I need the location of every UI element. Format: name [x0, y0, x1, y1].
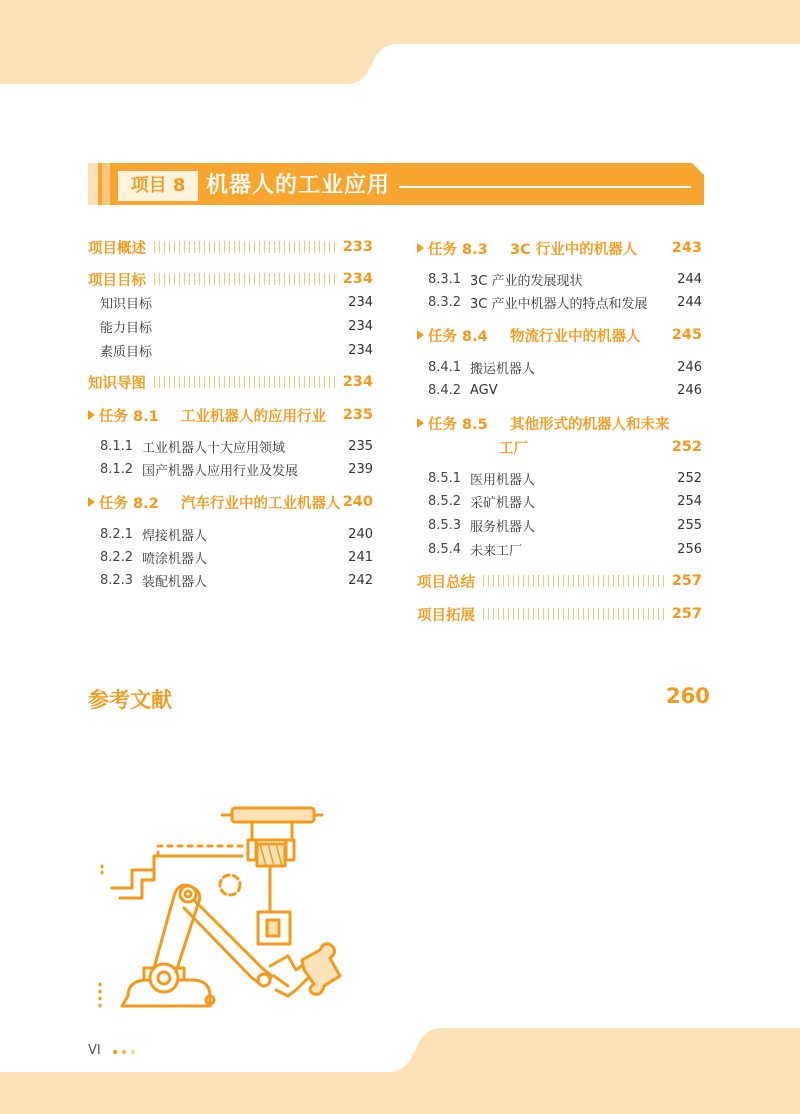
section-number: 8.2.3: [100, 572, 134, 588]
toc-page: 256: [677, 541, 702, 557]
task-label: 物流行业中的机器人: [510, 328, 641, 345]
section-number: 8.2.2: [100, 549, 134, 565]
toc-page: 246: [677, 359, 702, 375]
toc-page: 255: [677, 517, 702, 533]
toc-entry-8-5-3[interactable]: [428, 514, 702, 536]
toc-label: 工业机器人十大应用领域: [142, 440, 286, 456]
toc-entry-knowledge-map[interactable]: [88, 371, 373, 393]
toc-entry-overview[interactable]: [88, 236, 373, 258]
task-label: 其他形式的机器人和未来: [510, 416, 670, 433]
toc-entry-8-3-1[interactable]: [428, 268, 702, 290]
leader-dots: [483, 608, 664, 620]
task-label: 工厂: [499, 440, 528, 457]
leader-dots: [483, 575, 664, 587]
toc-page: 234: [348, 342, 373, 358]
page-folio: VI: [88, 1043, 101, 1058]
toc-entry-task-8-4[interactable]: [417, 324, 702, 346]
toc-page: 257: [671, 606, 702, 622]
robot-arm-illustration: [92, 800, 352, 1020]
leader-dots: [154, 376, 335, 388]
section-number: 8.1.2: [100, 461, 134, 477]
toc-entry-8-3-2[interactable]: [428, 291, 702, 313]
toc-page: 234: [348, 318, 373, 334]
toc-page: 244: [677, 271, 702, 287]
toc-page: 246: [677, 382, 702, 398]
toc-page: 242: [348, 572, 373, 588]
section-number: 8.1.1: [100, 438, 134, 454]
toc-entry-8-1-2[interactable]: [100, 458, 373, 480]
toc-page: 245: [671, 327, 702, 343]
toc-label: 采矿机器人: [470, 495, 536, 511]
task-number: 任务 8.4: [428, 328, 488, 345]
toc-page: 240: [342, 494, 373, 510]
toc-entry-ability-goal[interactable]: [100, 315, 373, 337]
toc-entry-summary[interactable]: [417, 570, 702, 592]
toc-page: 233: [342, 239, 373, 255]
toc-entry-task-8-3[interactable]: [417, 237, 702, 259]
toc-entry-8-2-1[interactable]: [100, 523, 373, 545]
project-title: 机器人的工业应用: [206, 173, 391, 198]
toc-entry-8-5-1[interactable]: [428, 467, 702, 489]
bottom-decorative-band: [0, 1028, 800, 1114]
toc-page: 234: [342, 271, 373, 287]
toc-page: 235: [342, 407, 373, 423]
task-number: 任务 8.2: [99, 495, 159, 512]
toc-label: 搬运机器人: [470, 361, 536, 377]
references-page: 260: [666, 684, 710, 708]
toc-label: 项目拓展: [417, 607, 475, 624]
project-number-badge: 项目 8: [118, 171, 198, 201]
toc-label: 焊接机器人: [142, 528, 208, 544]
task-number: 任务 8.1: [99, 408, 159, 425]
section-number: 8.5.2: [428, 493, 462, 509]
task-label: 3C 行业中的机器人: [510, 241, 638, 258]
references-title[interactable]: 参考文献: [88, 688, 172, 712]
toc-page: 244: [677, 294, 702, 310]
toc-page: 235: [348, 438, 373, 454]
toc-page: 240: [348, 526, 373, 542]
folio-dots-icon: [112, 1049, 142, 1055]
toc-label: AGV: [470, 382, 498, 398]
toc-entry-8-5-2[interactable]: [428, 490, 702, 512]
section-number: 8.5.1: [428, 470, 462, 486]
task-number: 任务 8.5: [428, 416, 488, 433]
toc-page: 254: [677, 493, 702, 509]
section-number: 8.5.3: [428, 517, 462, 533]
leader-dots: [154, 241, 335, 253]
section-number: 8.3.2: [428, 294, 462, 310]
toc-entry-8-2-3[interactable]: [100, 569, 373, 591]
toc-label: 项目概述: [88, 240, 146, 257]
toc-entry-8-4-1[interactable]: [428, 356, 702, 378]
toc-label: 能力目标: [100, 320, 153, 336]
toc-label: 3C 产业的发展现状: [470, 273, 583, 289]
leader-dots: [154, 273, 335, 285]
section-number: 8.2.1: [100, 526, 134, 542]
toc-page: 234: [348, 294, 373, 310]
toc-page: 241: [348, 549, 373, 565]
toc-entry-task-8-2[interactable]: [88, 491, 373, 513]
section-number: 8.5.4: [428, 541, 462, 557]
triangle-bullet-icon: [417, 330, 424, 340]
toc-entry-quality-goal[interactable]: [100, 339, 373, 361]
toc-entry-task-8-1[interactable]: [88, 404, 373, 426]
task-label: 工业机器人的应用行业: [181, 408, 326, 425]
toc-entry-goals[interactable]: [88, 268, 373, 290]
toc-label: 3C 产业中机器人的特点和发展: [470, 296, 648, 312]
task-label: 汽车行业中的工业机器人: [181, 495, 341, 512]
triangle-bullet-icon: [417, 418, 424, 428]
toc-entry-expansion[interactable]: [417, 603, 702, 625]
toc-page: 252: [671, 439, 702, 455]
toc-label: 知识目标: [100, 296, 153, 312]
toc-label: 装配机器人: [142, 574, 208, 590]
toc-label: 医用机器人: [470, 472, 536, 488]
toc-label: 国产机器人应用行业及发展: [142, 463, 299, 479]
toc-entry-task-8-5[interactable]: [417, 412, 702, 434]
toc-page: 243: [671, 240, 702, 256]
toc-label: 未来工厂: [470, 543, 523, 559]
top-decorative-band: [0, 0, 800, 86]
toc-entry-8-2-2[interactable]: [100, 546, 373, 568]
task-number: 任务 8.3: [428, 241, 488, 258]
toc-label: 素质目标: [100, 344, 153, 360]
triangle-bullet-icon: [417, 243, 424, 253]
triangle-bullet-icon: [88, 410, 95, 420]
toc-entry-8-5-4[interactable]: [428, 538, 702, 560]
toc-label: 项目目标: [88, 272, 146, 289]
header-rule: [399, 186, 691, 188]
toc-page: 252: [677, 470, 702, 486]
section-number: 8.4.2: [428, 382, 462, 398]
toc-entry-8-1-1[interactable]: [100, 435, 373, 457]
toc-label: 服务机器人: [470, 519, 536, 535]
section-number: 8.4.1: [428, 359, 462, 375]
toc-entry-task-8-5-cont[interactable]: [417, 436, 702, 458]
toc-page: 257: [671, 573, 702, 589]
triangle-bullet-icon: [88, 497, 95, 507]
toc-page: 239: [348, 461, 373, 477]
toc-page: 234: [342, 374, 373, 390]
toc-label: 喷涂机器人: [142, 551, 208, 567]
toc-entry-knowledge-goal[interactable]: [100, 291, 373, 313]
toc-label: 知识导图: [88, 375, 146, 392]
toc-entry-8-4-2[interactable]: [428, 379, 702, 401]
toc-label: 项目总结: [417, 574, 475, 591]
section-number: 8.3.1: [428, 271, 462, 287]
